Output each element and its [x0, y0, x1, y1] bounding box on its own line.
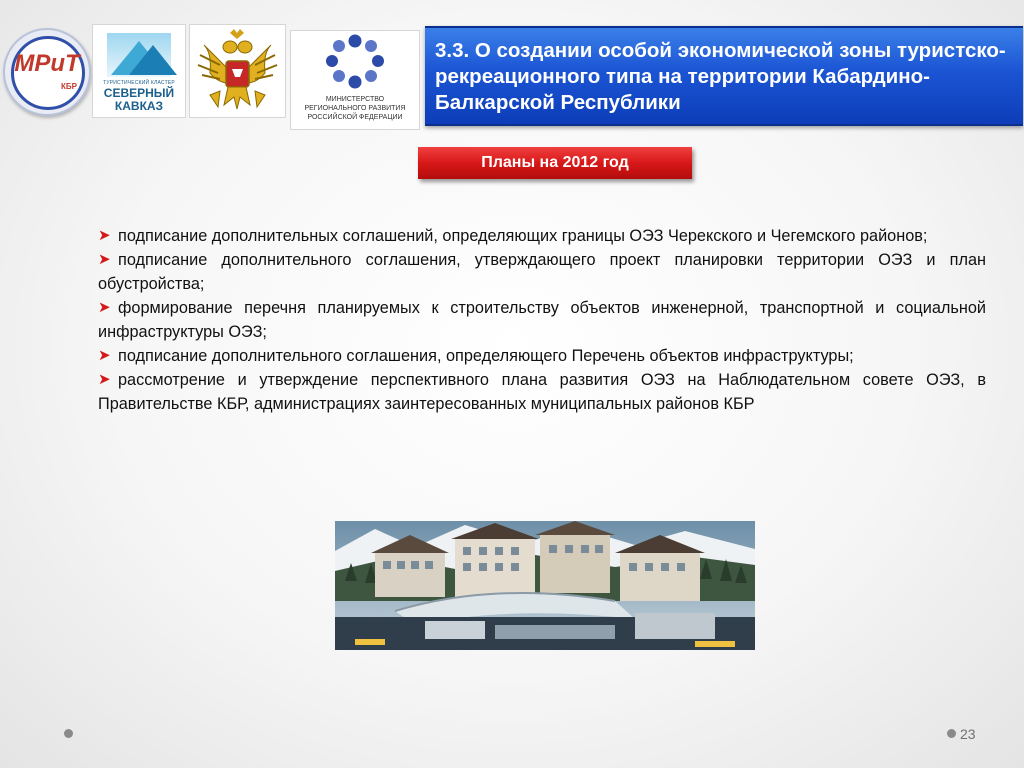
ministry-caption-line1: МИНИСТЕРСТВО — [325, 96, 385, 103]
cluster-caption: ТУРИСТИЧЕСКИЙ КЛАСТЕР — [103, 80, 175, 86]
list-item — [98, 368, 986, 416]
resort-image — [335, 521, 755, 650]
plans-label: Планы на 2012 год — [418, 147, 692, 179]
arrow-bullet-icon: ➤ — [98, 251, 111, 268]
list-item-text: формирование перечня планируемых к строительству объектов инженерной, транспортной и социальной инфраструктуры ОЭЗ; — [98, 299, 986, 341]
cluster-name — [97, 87, 181, 113]
mrit-logo — [3, 28, 91, 116]
mountain-icon — [129, 45, 177, 75]
slide-title-box — [425, 26, 1023, 126]
dots-ring-icon — [291, 31, 419, 93]
mrit-monogram: МРиТ — [14, 50, 80, 77]
list-item-text: подписание дополнительных соглашений, определяющих границы ОЭЗ Черекского и Чегемского районов; — [118, 227, 928, 245]
cluster-name-line2: КАВКАЗ — [114, 99, 164, 113]
list-item-text: рассмотрение и утверждение перспективного плана развития ОЭЗ на Наблюдательном совете ОЭЗ, в Правительстве КБР, администрациях заинтересованных муниципальных районов КБР — [98, 371, 986, 413]
page-number: 23 — [960, 726, 976, 742]
footer-dot-left — [64, 729, 73, 738]
arrow-bullet-icon: ➤ — [98, 347, 111, 364]
arrow-bullet-icon: ➤ — [98, 227, 111, 244]
ministry-logo — [290, 30, 420, 130]
list-item-text: подписание дополнительного соглашения, определяющего Перечень объектов инфраструктуры; — [118, 347, 854, 365]
list-item — [98, 344, 986, 368]
list-item-text: подписание дополнительного соглашения, утверждающего проект планировки территории ОЭЗ и план обустройства; — [98, 251, 986, 293]
list-item — [98, 224, 986, 248]
list-item — [98, 248, 986, 296]
coat-of-arms-logo — [189, 24, 286, 118]
eagle-icon — [190, 25, 285, 117]
mrit-sub: КБР — [61, 82, 77, 91]
arrow-bullet-icon: ➤ — [98, 371, 111, 388]
north-caucasus-logo — [92, 24, 186, 118]
footer-dot-right — [947, 729, 956, 738]
ministry-caption-line2: РЕГИОНАЛЬНОГО РАЗВИТИЯ — [304, 105, 406, 112]
arrow-bullet-icon: ➤ — [98, 299, 111, 316]
bullet-list — [98, 224, 986, 416]
cluster-name-line1: СЕВЕРНЫЙ — [103, 86, 175, 100]
ministry-caption — [291, 95, 419, 122]
ministry-caption-line3: РОССИЙСКОЙ ФЕДЕРАЦИИ — [307, 114, 403, 121]
resort-photo — [335, 521, 755, 650]
slide-title: 3.3. О создании особой экономической зоны туристско-рекреационного типа на территории Кабардино-Балкарской Республики — [435, 39, 1006, 114]
list-item — [98, 296, 986, 344]
